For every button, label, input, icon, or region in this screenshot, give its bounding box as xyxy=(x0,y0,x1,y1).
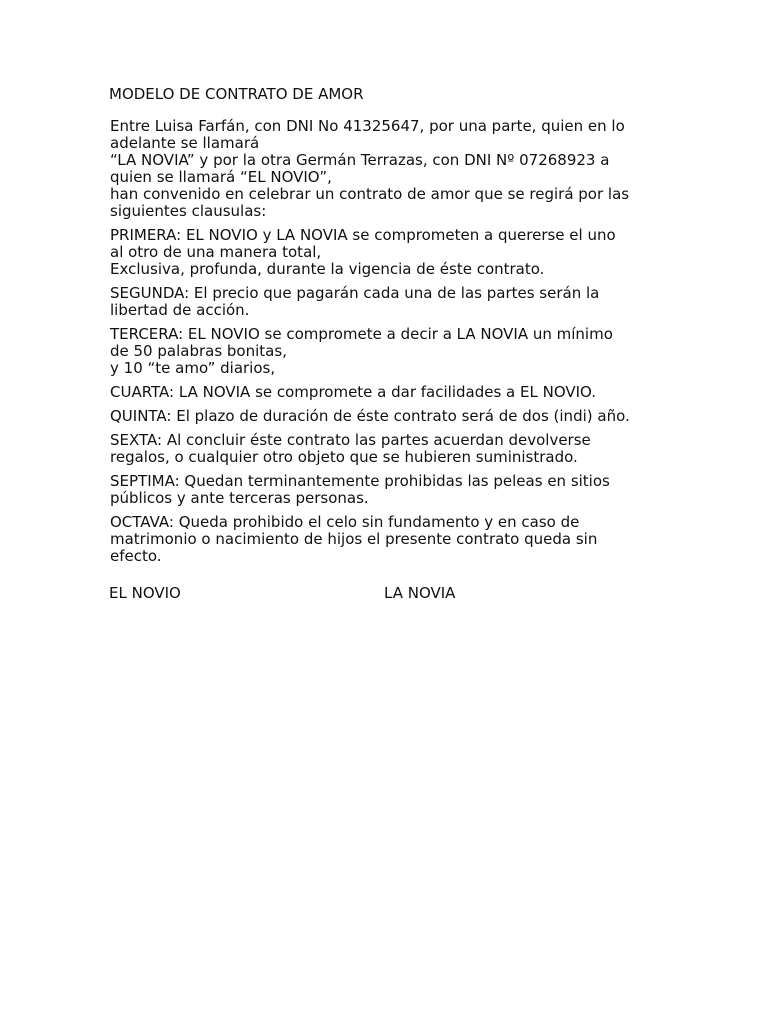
clause-quinta xyxy=(110,408,670,425)
text-line: SEPTIMA: Quedan terminantemente prohibidas las peleas en sitios xyxy=(110,472,610,490)
text-line: Entre Luisa Farfán, con DNI No 41325647, por una parte, quien en lo xyxy=(110,117,625,135)
text-line: al otro de una manera total, xyxy=(110,243,322,261)
clause-octava xyxy=(110,514,670,565)
text-line: han convenido en celebrar un contrato de amor que se regirá por las xyxy=(110,185,630,203)
signature-novia: LA NOVIA xyxy=(384,584,456,602)
text-line: QUINTA: El plazo de duración de éste contrato será de dos (indi) año. xyxy=(110,407,630,425)
text-line: siguientes clausulas: xyxy=(110,202,267,220)
clause-tercera xyxy=(110,326,670,377)
clause-segunda xyxy=(110,285,670,319)
text-line: adelante se llamará xyxy=(110,134,260,152)
text-line: quien se llamará “EL NOVIO”, xyxy=(110,168,332,186)
text-line: y 10 “te amo” diarios, xyxy=(110,359,276,377)
signature-novio: EL NOVIO xyxy=(109,584,181,602)
text-line: regalos, o cualquier otro objeto que se hubieren suministrado. xyxy=(110,448,578,466)
text-line: SEGUNDA: El precio que pagarán cada una de las partes serán la xyxy=(110,284,600,302)
document-body xyxy=(110,118,670,572)
text-line: OCTAVA: Queda prohibido el celo sin fundamento y en caso de xyxy=(110,513,580,531)
clause-primera xyxy=(110,227,670,278)
text-line: TERCERA: EL NOVIO se compromete a decir a LA NOVIA un mínimo xyxy=(110,325,613,343)
text-line: Exclusiva, profunda, durante la vigencia de éste contrato. xyxy=(110,260,545,278)
paragraph-intro xyxy=(110,118,670,220)
clause-cuarta xyxy=(110,384,670,401)
text-line: matrimonio o nacimiento de hijos el presente contrato queda sin xyxy=(110,530,598,548)
text-line: CUARTA: LA NOVIA se compromete a dar facilidades a EL NOVIO. xyxy=(110,383,597,401)
text-line: públicos y ante terceras personas. xyxy=(110,489,369,507)
text-line: de 50 palabras bonitas, xyxy=(110,342,287,360)
text-line: libertad de acción. xyxy=(110,301,250,319)
text-line: “LA NOVIA” y por la otra Germán Terrazas, con DNI Nº 07268923 a xyxy=(110,151,610,169)
text-line: efecto. xyxy=(110,547,162,565)
text-line: SEXTA: Al concluir éste contrato las partes acuerdan devolverse xyxy=(110,431,591,449)
clause-sexta xyxy=(110,432,670,466)
document-title: MODELO DE CONTRATO DE AMOR xyxy=(109,85,364,103)
signature-block xyxy=(0,585,768,605)
text-line: PRIMERA: EL NOVIO y LA NOVIA se comprometen a quererse el uno xyxy=(110,226,616,244)
clause-septima xyxy=(110,473,670,507)
